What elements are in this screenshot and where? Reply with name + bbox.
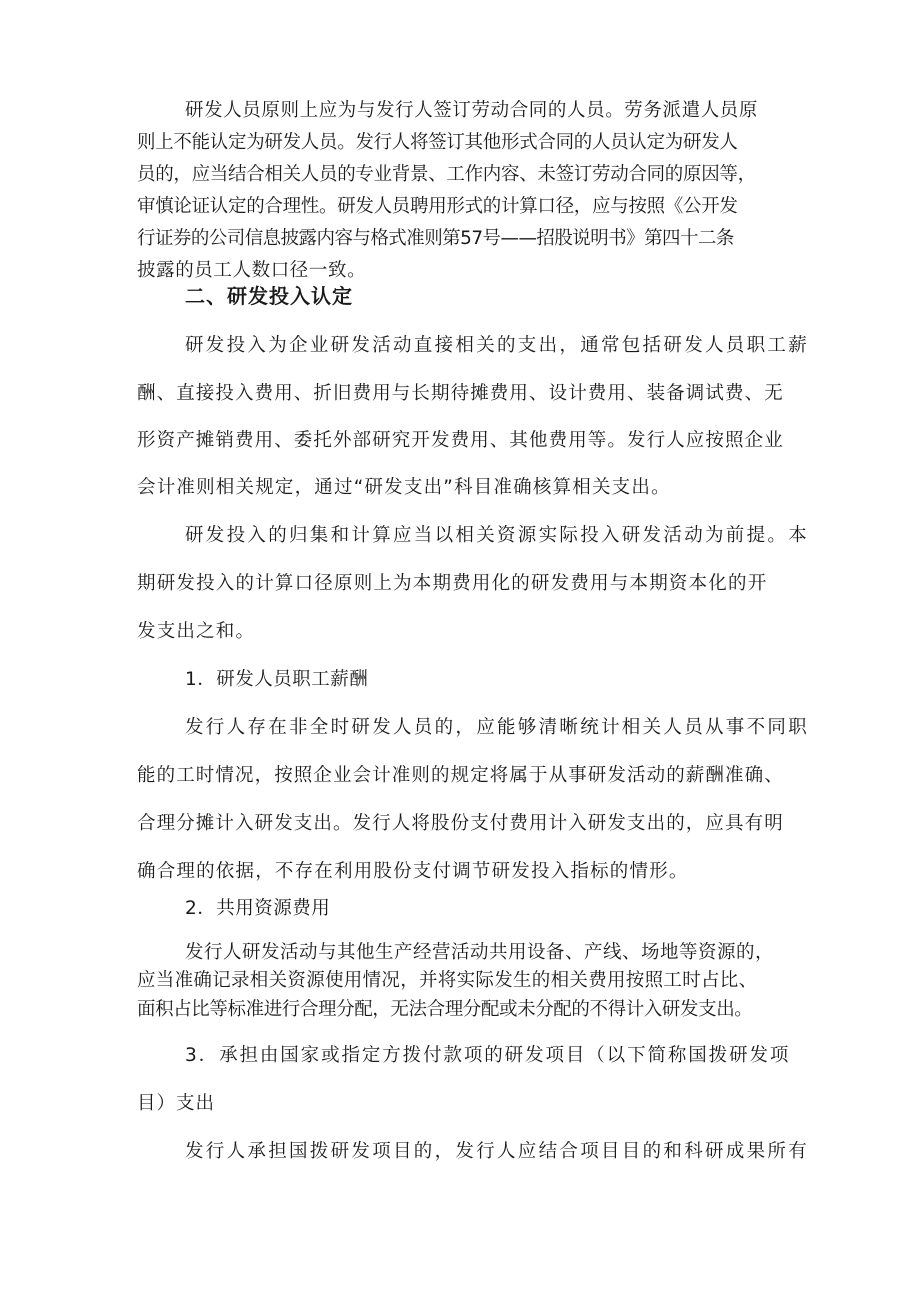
text-line: 面积占比等标准进行合理分配，无法合理分配或未分配的不得计入研发支出。 — [137, 999, 753, 1020]
text-line: 3．承担由国家或指定方拨付款项的研发项目（以下简称国拨研发项 — [185, 1045, 791, 1066]
text-line: 发行人承担国拨研发项目的，发行人应结合项目目的和科研成果所有 — [185, 1141, 810, 1162]
text-line: 目）支出 — [137, 1093, 216, 1114]
text-line: 会计准则相关规定，通过“研发支出”科目准确核算相关支出。 — [137, 477, 671, 498]
subheading: 2．共用资源费用 — [185, 898, 331, 919]
text-line: 发支出之和。 — [137, 621, 256, 642]
text-line: 合理分摊计入研发支出。发行人将股份支付费用计入研发支出的，应具有明 — [137, 813, 784, 834]
text-line: 研发人员原则上应为与发行人签订劳动合同的人员。劳务派遣人员原 — [185, 100, 759, 121]
text-line: 应当准确记录相关资源使用情况，并将实际发生的相关费用按照工时占比、 — [137, 970, 758, 991]
text-line: 发行人存在非全时研发人员的，应能够清晰统计相关人员从事不同职 — [185, 717, 810, 738]
text-line: 形资产摊销费用、委托外部研究开发费用、其他费用等。发行人应按照企业 — [137, 430, 784, 451]
text-line: 能的工时情况，按照企业会计准则的规定将属于从事研发活动的薪酬准确、 — [137, 765, 784, 786]
text-line: 发行人研发活动与其他生产经营活动共用设备、产线、场地等资源的， — [185, 942, 775, 963]
text-line: 研发投入为企业研发活动直接相关的支出，通常包括研发人员职工薪 — [185, 335, 810, 356]
text-line: 审慎论证认定的合理性。研发人员聘用形式的计算口径，应与按照《公开发 — [137, 196, 738, 217]
text-line: 酬、直接投入费用、折旧费用与长期待摊费用、设计费用、装备调试费、无 — [137, 383, 784, 404]
text-line: 确合理的依据，不存在利用股份支付调节研发投入指标的情形。 — [137, 861, 689, 882]
text-line: 行证券的公司信息披露内容与格式准则第57号——招股说明书》第四十二条 — [137, 228, 734, 249]
subheading: 1．研发人员职工薪酬 — [185, 669, 369, 690]
text-line: 期研发投入的计算口径原则上为本期费用化的研发费用与本期资本化的开 — [137, 573, 768, 594]
text-line: 员的，应当结合相关人员的专业背景、工作内容、未签订劳动合同的原因等， — [137, 164, 756, 185]
section-heading: 二、研发投入认定 — [185, 284, 353, 308]
text-line: 则上不能认定为研发人员。发行人将签订其他形式合同的人员认定为研发人 — [137, 132, 738, 153]
text-line: 披露的员工人数口径一致。 — [137, 260, 367, 281]
text-line: 研发投入的归集和计算应当以相关资源实际投入研发活动为前提。本 — [185, 525, 810, 546]
